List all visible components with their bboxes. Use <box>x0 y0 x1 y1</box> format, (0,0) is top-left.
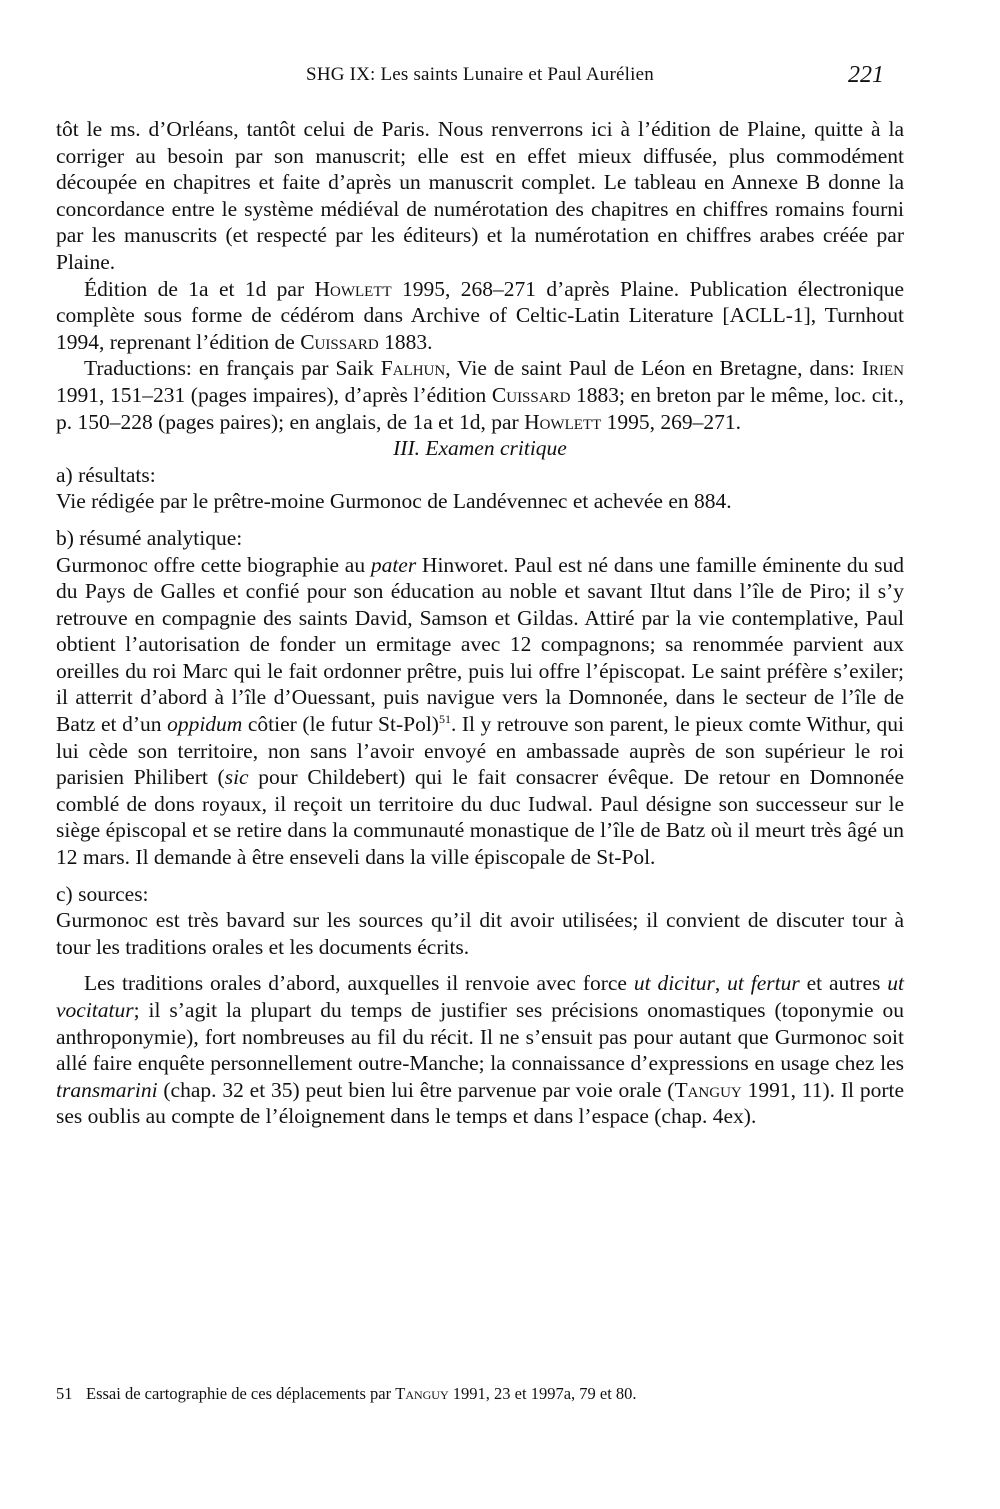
footnote-reference[interactable]: 51 <box>438 711 451 726</box>
running-title: SHG IX: Les saints Lunaire et Paul Aurélien <box>306 64 654 85</box>
text-results: Vie rédigée par le prêtre-moine Gurmonoc de Landévennec et achevée en 884. <box>56 489 732 514</box>
page-number: 221 <box>848 62 884 88</box>
running-head <box>0 62 1000 92</box>
paragraph-translations: Traductions: en français par Saik Falhun, Vie de saint Paul de Léon en Bretagne, dans: Irien 1991, 151–231 (pages impaires), d’après l’édition Cuissard 1883; en breton par le même, loc. cit., p. 150–228 (pages paires); en anglais, de 1a et 1d, par Howlett 1995, 269–271. <box>56 356 904 434</box>
footnote-number: 51 <box>56 1384 73 1403</box>
author-cuissard: Cuissard <box>300 329 379 354</box>
author-cuissard: Cuissard <box>491 382 571 407</box>
author-falhun: Falhun <box>380 356 446 381</box>
paragraph-editions: Édition de 1a et 1d par Howlett 1995, 268–271 d’après Plaine. Publication électronique complète sous forme de cédérom dans Archive of Celtic-Latin Literature [ACLL-1], Turnhout 1994, reprenant l’édition de Cuissard 1883. <box>56 276 905 354</box>
label-summary: b) résumé analytique: <box>56 525 243 550</box>
main-text <box>56 116 904 1130</box>
author-howlett: Howlett <box>314 276 392 301</box>
text-sources: Gurmonoc est très bavard sur les sources qu’il dit avoir utilisées; il convient de discuter tour à tour les traditions orales et les documents écrits. <box>56 908 904 959</box>
paragraph-oral-traditions: Les traditions orales d’abord, auxquelles il renvoie avec force ut dicitur, ut fertur et autres ut vocitatur; il s’agit la plupart du temps de justifier ses précisions onomastiques (toponymie ou anthroponymie), fort nombreuses au fil du récit. Il ne s’ensuit pas pour autant que Gurmonoc soit allé faire enquête personnellement outre-Manche; la connaissance d’expressions en usage chez les transmarini (chap. 32 et 35) peut bien lui être parvenue par voie orale (Tanguy 1991, 11). Il porte ses oublis au compte de l’éloignement dans le temps et dans l’espace (chap. 4ex). <box>56 971 905 1129</box>
author-tanguy: Tanguy <box>395 1384 449 1403</box>
text-summary: Gurmonoc offre cette biographie au pater Hinworet. Paul est né dans une famille éminente du sud du Pays de Galles et confié pour son éducation au noble et savant Iltut dans l’île de Piro; il s’y retrouve en compagnie des saints David, Samson et Gildas. Attiré par la vie contemplative, Paul obtient l’autorisation de fonder un ermitage avec 12 compagnons; sa renommée parvient aux oreilles du roi Marc qui le fait ordonner prêtre, puis lui offre l’épiscopat. Le saint préfère s’exiler; il atterrit d’abord à l’île d’Ouessant, puis navigue vers la Domnonée, dans le secteur de l’île de Batz et d’un oppidum côtier (le futur St-Pol)$^{51}$. Il y retrouve son parent, le pieux comte Withur, qui lui cède son territoire, non sans l’avoir envoyé en ambassade auprès de son supérieur le roi parisien Philibert (sic pour Childebert) qui le fait consacrer évêque. De retour en Domnonée comblé de dons royaux, il reçoit un territoire du duc Iudwal. Paul désigne son successeur sur le siège épiscopal et se retire dans la communauté monastique de l’île de Batz où il meurt très âgé un 12 mars. Il demande à être enseveli dans la ville épiscopale de St-Pol. <box>56 552 905 870</box>
section-heading: III. Examen critique <box>393 436 567 461</box>
footnote: 51 Essai de cartographie de ces déplacements par Tanguy 1991, 23 et 1997a, 79 et 80. <box>56 1384 637 1403</box>
author-tanguy: Tanguy <box>674 1077 742 1102</box>
author-howlett: Howlett <box>524 409 602 434</box>
paragraph-editions-continued: tôt le ms. d’Orléans, tantôt celui de Paris. Nous renverrons ici à l’édition de Plaine, quitte à la corriger au besoin par son manuscrit; elle est en effet mieux diffusée, plus commodément découpée en chapitres et faite d’après un manuscrit complet. Le tableau en Annexe B donne la concordance entre le système médiéval de numérotation des chapitres en chiffres romains fourni par les manuscrits (et respecté par les éditeurs) et la numérotation en chiffres arabes créée par Plaine. <box>56 117 904 274</box>
author-irien: Irien <box>861 356 904 381</box>
label-sources: c) sources: <box>56 881 149 906</box>
label-results: a) résultats: <box>56 462 156 487</box>
